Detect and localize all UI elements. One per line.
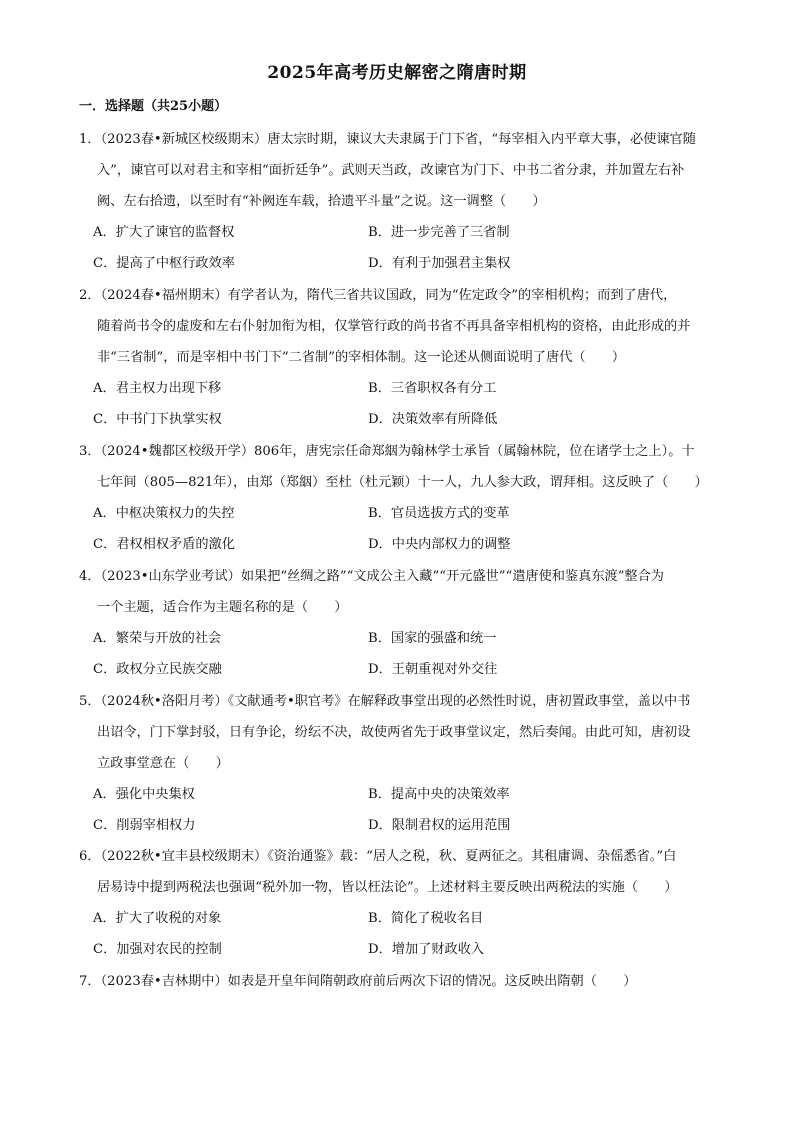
option-d[interactable]: D．有利于加强君主集权 bbox=[368, 256, 511, 271]
question-stem-line: 一个主题，适合作为主题名称的是（ ） bbox=[97, 600, 348, 615]
question-stem-line: 4．（2023•山东学业考试）如果把“丝绸之路”“文成公主入藏”“开元盛世”“遣唐使和鉴真东渡”整合为 bbox=[79, 569, 664, 584]
option-d[interactable]: D．王朝重视对外交往 bbox=[368, 662, 498, 677]
option-b[interactable]: B．三省职权各有分工 bbox=[368, 381, 497, 396]
option-b[interactable]: B．国家的强盛和统一 bbox=[368, 631, 497, 646]
option-d[interactable]: D．决策效率有所降低 bbox=[368, 412, 498, 427]
question-stem-line: 阙、左右拾遗，以至时有“补阙连车载，拾遗平斗量”之说。这一调整（ ） bbox=[97, 194, 546, 209]
option-a[interactable]: A．扩大了谏官的监督权 bbox=[93, 225, 235, 240]
question-stem-line: 出诏令，门下掌封驳，日有争论，纷纭不决，故使两省先于政事堂议定，然后奏闻。由此可知，唐初设 bbox=[97, 725, 691, 740]
question-stem-line: 2．（2024春•福州期末）有学者认为，隋代三省共议国政，同为“佐定政令”的宰相机构；而到了唐代， bbox=[79, 288, 677, 303]
question-stem-line: 七年间（805—821年），由郑（郑絪）至杜（杜元颖）十一人，九人参大政，谓拜相。这反映了（ ） bbox=[97, 475, 708, 490]
question-stem-line: 非“三省制”，而是宰相中书门下“二省制”的宰相体制。这一论述从侧面说明了唐代（ ） bbox=[97, 350, 626, 365]
option-b[interactable]: B．官员选拔方式的变革 bbox=[368, 506, 510, 521]
question-stem-line: 1．（2023春•新城区校级期末）唐太宗时期，谏议大夫隶属于门下省，“每宰相入内平章大事，必使谏官随 bbox=[79, 132, 696, 147]
question-stem-line: 居易诗中提到两税法也强调“税外加一物，皆以枉法论”。上述材料主要反映出两税法的实施（ ） bbox=[97, 880, 678, 895]
option-d[interactable]: D．限制君权的运用范围 bbox=[368, 818, 511, 833]
option-c[interactable]: C．加强对农民的控制 bbox=[93, 942, 222, 957]
option-a[interactable]: A．君主权力出现下移 bbox=[93, 381, 222, 396]
option-b[interactable]: B．简化了税收名目 bbox=[368, 911, 484, 926]
option-c[interactable]: C．提高了中枢行政效率 bbox=[93, 256, 235, 271]
option-d[interactable]: D．增加了财政收入 bbox=[368, 942, 485, 957]
option-a[interactable]: A．繁荣与开放的社会 bbox=[93, 631, 222, 646]
section-heading: 一．选择题（共25小题） bbox=[79, 99, 228, 114]
page-title: 2025年高考历史解密之隋唐时期 bbox=[267, 63, 527, 83]
option-a[interactable]: A．强化中央集权 bbox=[93, 787, 195, 802]
option-c[interactable]: C．削弱宰相权力 bbox=[93, 818, 196, 833]
option-b[interactable]: B．提高中央的决策效率 bbox=[368, 787, 510, 802]
option-a[interactable]: A．扩大了收税的对象 bbox=[93, 911, 222, 926]
question-stem-line: 3．（2024•魏都区校级开学）806年，唐宪宗任命郑絪为翰林学士承旨（属翰林院，位在诸学士之上）。十 bbox=[79, 444, 695, 459]
option-c[interactable]: C．君权相权矛盾的激化 bbox=[93, 537, 235, 552]
question-stem-line: 6．（2022秋•宜丰县校级期末）《资治通鉴》载：“居人之税，秋、夏两征之。其租庸调、杂傜悉省。”白 bbox=[79, 849, 677, 864]
option-b[interactable]: B．进一步完善了三省制 bbox=[368, 225, 510, 240]
option-d[interactable]: D．中央内部权力的调整 bbox=[368, 537, 511, 552]
question-stem-line: 5．（2024秋•洛阳月考）《文献通考•职官考》在解释政事堂出现的必然性时说，唐初置政事堂，盖以中书 bbox=[79, 694, 691, 709]
option-a[interactable]: A．中枢决策权力的失控 bbox=[93, 506, 235, 521]
question-stem-line: 随着尚书令的虚废和左右仆射加衔为相，仅掌管行政的尚书省不再具备宰相机构的资格，由此形成的并 bbox=[97, 319, 691, 334]
question-stem-line: 7．（2023春•吉林期中）如表是开皇年间隋朝政府前后两次下诏的情况。这反映出隋朝（ ） bbox=[79, 974, 637, 989]
question-stem-line: 入”，谏官可以对君主和宰相“面折廷争”。武则天当政，改谏官为门下、中书二省分隶，并加置左右补 bbox=[97, 163, 685, 178]
option-c[interactable]: C．政权分立民族交融 bbox=[93, 662, 222, 677]
question-stem-line: 立政事堂意在（ ） bbox=[97, 756, 229, 771]
option-c[interactable]: C．中书门下执掌实权 bbox=[93, 412, 222, 427]
